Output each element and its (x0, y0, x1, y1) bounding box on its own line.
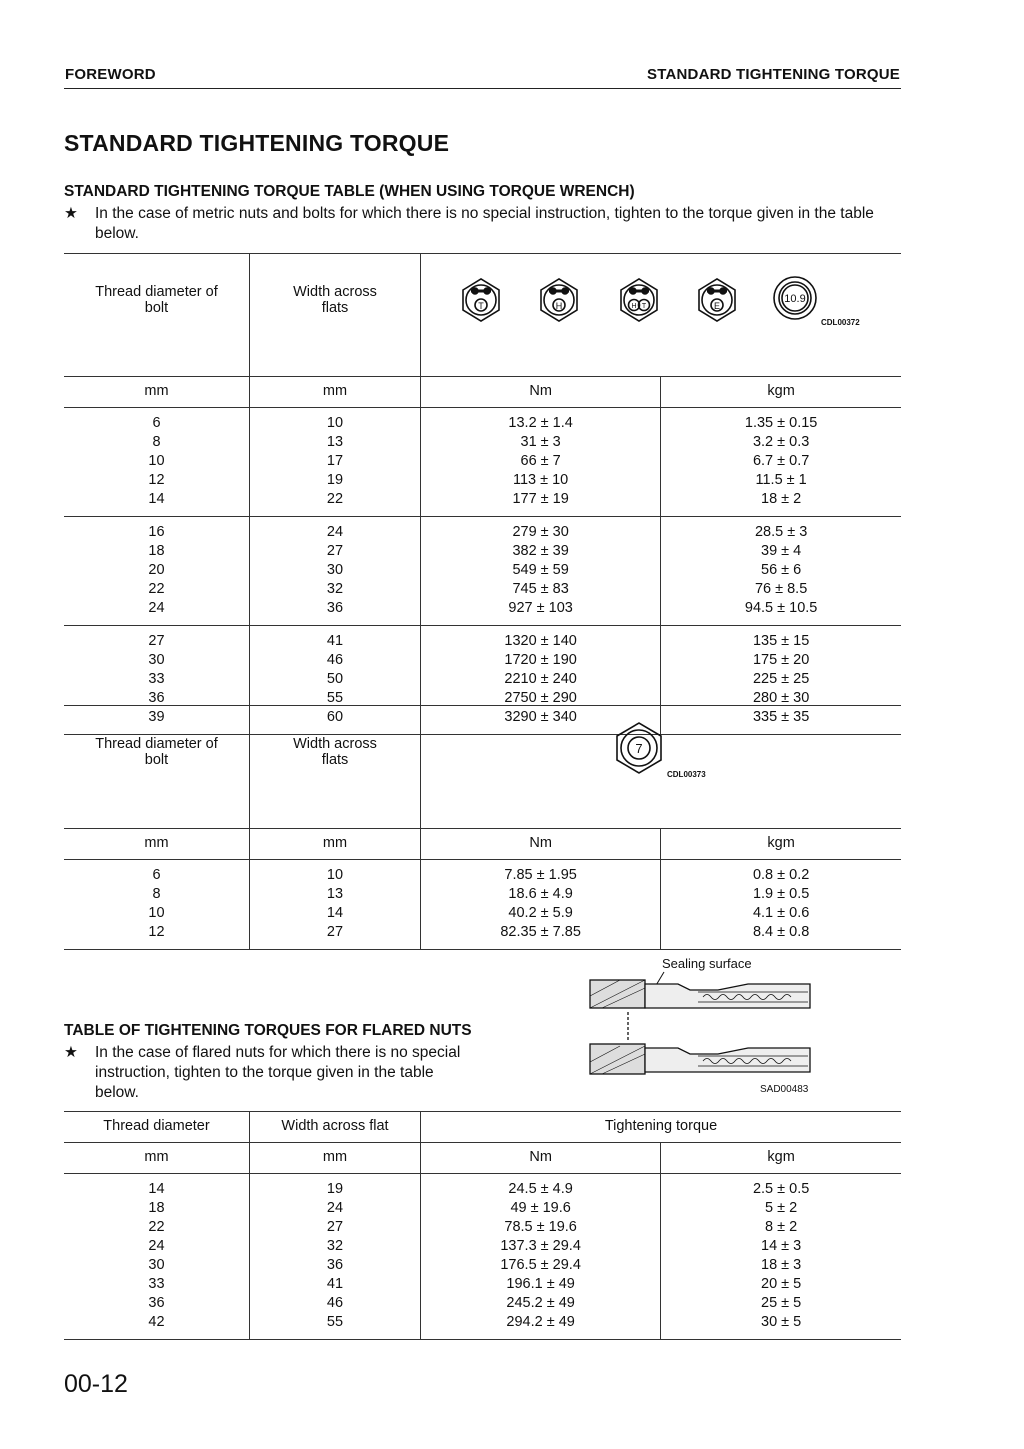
sealing-surface-label: Sealing surface (662, 956, 752, 971)
bolt-head-7-icon (617, 723, 661, 773)
t1-col-width: Width across flats (250, 254, 421, 377)
t3-col-width: Width across flat (250, 1112, 421, 1143)
t3-group (64, 1174, 901, 1340)
star-icon: ★ (64, 205, 78, 222)
t2-g1-kgm: 0.8 ± 0.2 1.9 ± 0.5 4.1 ± 0.6 8.4 ± 0.8 (752, 867, 810, 940)
bolt-head-e-icon (699, 279, 735, 321)
bolt-head-h-icon (541, 279, 577, 321)
flared-nut-figure (578, 952, 828, 1102)
t3-unit-mm-1: mm (64, 1143, 250, 1174)
svg-text:T: T (641, 303, 647, 310)
t2-group-1 (64, 860, 901, 950)
section1-note (64, 204, 904, 246)
torque-table-1 (64, 253, 901, 735)
t1-g3-diameter: 27 30 33 36 39 (64, 626, 250, 735)
flared-nut-table (64, 1111, 901, 1340)
t1-g1-nm: 13.2 ± 1.4 31 ± 3 66 ± 7 113 ± 10 177 ± 19 (421, 408, 661, 517)
t2-unit-mm-2: mm (250, 829, 421, 860)
page-title: STANDARD TIGHTENING TORQUE (64, 130, 450, 156)
t3-unit-mm-2: mm (250, 1143, 421, 1174)
bolt-head-10-9-icon (774, 277, 816, 319)
torque-table-2 (64, 705, 901, 950)
t2-col-thread: Thread diameter of bolt (64, 706, 250, 829)
section2-note-text: In the case of flared nuts for which there is no special instruction, tighten to the torque given in the table below. (95, 1044, 461, 1101)
t1-g1-width: 10 13 17 19 22 (250, 408, 421, 517)
t2-bolt-mark (421, 706, 902, 829)
section1-heading: STANDARD TIGHTENING TORQUE TABLE (WHEN USING TORQUE WRENCH) (64, 183, 635, 200)
t1-bolt-marks (421, 254, 902, 377)
t1-unit-nm: Nm (421, 377, 661, 408)
t2-figure-code: CDL00373 (667, 770, 706, 779)
section2-heading: TABLE OF TIGHTENING TORQUES FOR FLARED NUTS (64, 1022, 472, 1039)
t1-unit-kgm: kgm (767, 383, 795, 399)
t3-width: 19 24 27 32 36 41 46 55 (250, 1174, 421, 1340)
t2-unit-nm: Nm (421, 829, 661, 860)
t1-col-thread: Thread diameter of bolt (64, 254, 250, 377)
t1-g2-diameter: 16 18 20 22 24 (64, 517, 250, 626)
svg-text:H: H (631, 303, 637, 310)
t1-unit-mm-2: mm (250, 377, 421, 408)
t2-unit-mm-1: mm (64, 829, 250, 860)
bolt-head-ht-icon (621, 279, 657, 321)
header-rule (64, 88, 901, 89)
svg-text:H: H (555, 301, 563, 311)
t3-nm: 24.5 ± 4.9 49 ± 19.6 78.5 ± 19.6 137.3 ± 29.4 176.5 ± 29.4 196.1 ± 49 245.2 ± 49 294.2 ± 49 (421, 1174, 661, 1340)
star-icon: ★ (64, 1044, 78, 1061)
t1-group-2 (64, 517, 901, 626)
sad-figure-code: SAD00483 (760, 1084, 809, 1095)
t2-unit-kgm: kgm (767, 835, 795, 851)
t1-g2-nm: 279 ± 30 382 ± 39 549 ± 59 745 ± 83 927 ± 103 (421, 517, 661, 626)
t1-g2-kgm: 28.5 ± 3 39 ± 4 56 ± 6 76 ± 8.5 94.5 ± 10.5 (744, 524, 818, 616)
t1-g3-nm: 1320 ± 140 1720 ± 190 2210 ± 240 2750 ± 290 3290 ± 340 (421, 626, 661, 735)
svg-text:10.9: 10.9 (784, 293, 806, 305)
t2-col-width: Width across flats (250, 706, 421, 829)
section1-note-text: In the case of metric nuts and bolts for which there is no special instruction, tighten to the torque given in the table below. (95, 205, 874, 242)
t1-figure-code: CDL00372 (821, 318, 860, 327)
page-number: 00-12 (64, 1370, 128, 1398)
t3-col-torque: Tightening torque (604, 1118, 718, 1134)
t1-group-1 (64, 408, 901, 517)
t3-kgm: 2.5 ± 0.5 5 ± 2 8 ± 2 14 ± 3 18 ± 3 20 ± 5 25 ± 5 30 ± 5 (752, 1181, 810, 1330)
t1-g3-kgm: 135 ± 15 175 ± 20 225 ± 25 280 ± 30 335 ± 35 (752, 633, 810, 725)
t1-g2-width: 24 27 30 32 36 (250, 517, 421, 626)
svg-text:7: 7 (635, 741, 643, 756)
flared-nut-drawing (590, 980, 810, 1074)
t1-g1-diameter: 6 8 10 12 14 (64, 408, 250, 517)
t2-g1-diameter: 6 8 10 12 (64, 860, 250, 950)
svg-text:E: E (713, 301, 721, 311)
section2-note (64, 1043, 474, 1105)
t1-unit-mm-1: mm (64, 377, 250, 408)
header-right: STANDARD TIGHTENING TORQUE (647, 66, 900, 83)
t3-diameter: 14 18 22 24 30 33 36 42 (64, 1174, 250, 1340)
t1-g3-width: 41 46 50 55 60 (250, 626, 421, 735)
t3-col-thread: Thread diameter (64, 1112, 250, 1143)
t3-unit-nm: Nm (421, 1143, 661, 1174)
header-left: FOREWORD (65, 66, 156, 83)
t1-g1-kgm: 1.35 ± 0.15 3.2 ± 0.3 6.7 ± 0.7 11.5 ± 1 18 ± 2 (744, 415, 818, 507)
t2-g1-width: 10 13 14 27 (250, 860, 421, 950)
t2-g1-nm: 7.85 ± 1.95 18.6 ± 4.9 40.2 ± 5.9 82.35 ± 7.85 (421, 860, 661, 950)
svg-text:T: T (478, 301, 484, 311)
bolt-head-t-icon (463, 279, 499, 321)
t3-unit-kgm: kgm (767, 1149, 795, 1165)
